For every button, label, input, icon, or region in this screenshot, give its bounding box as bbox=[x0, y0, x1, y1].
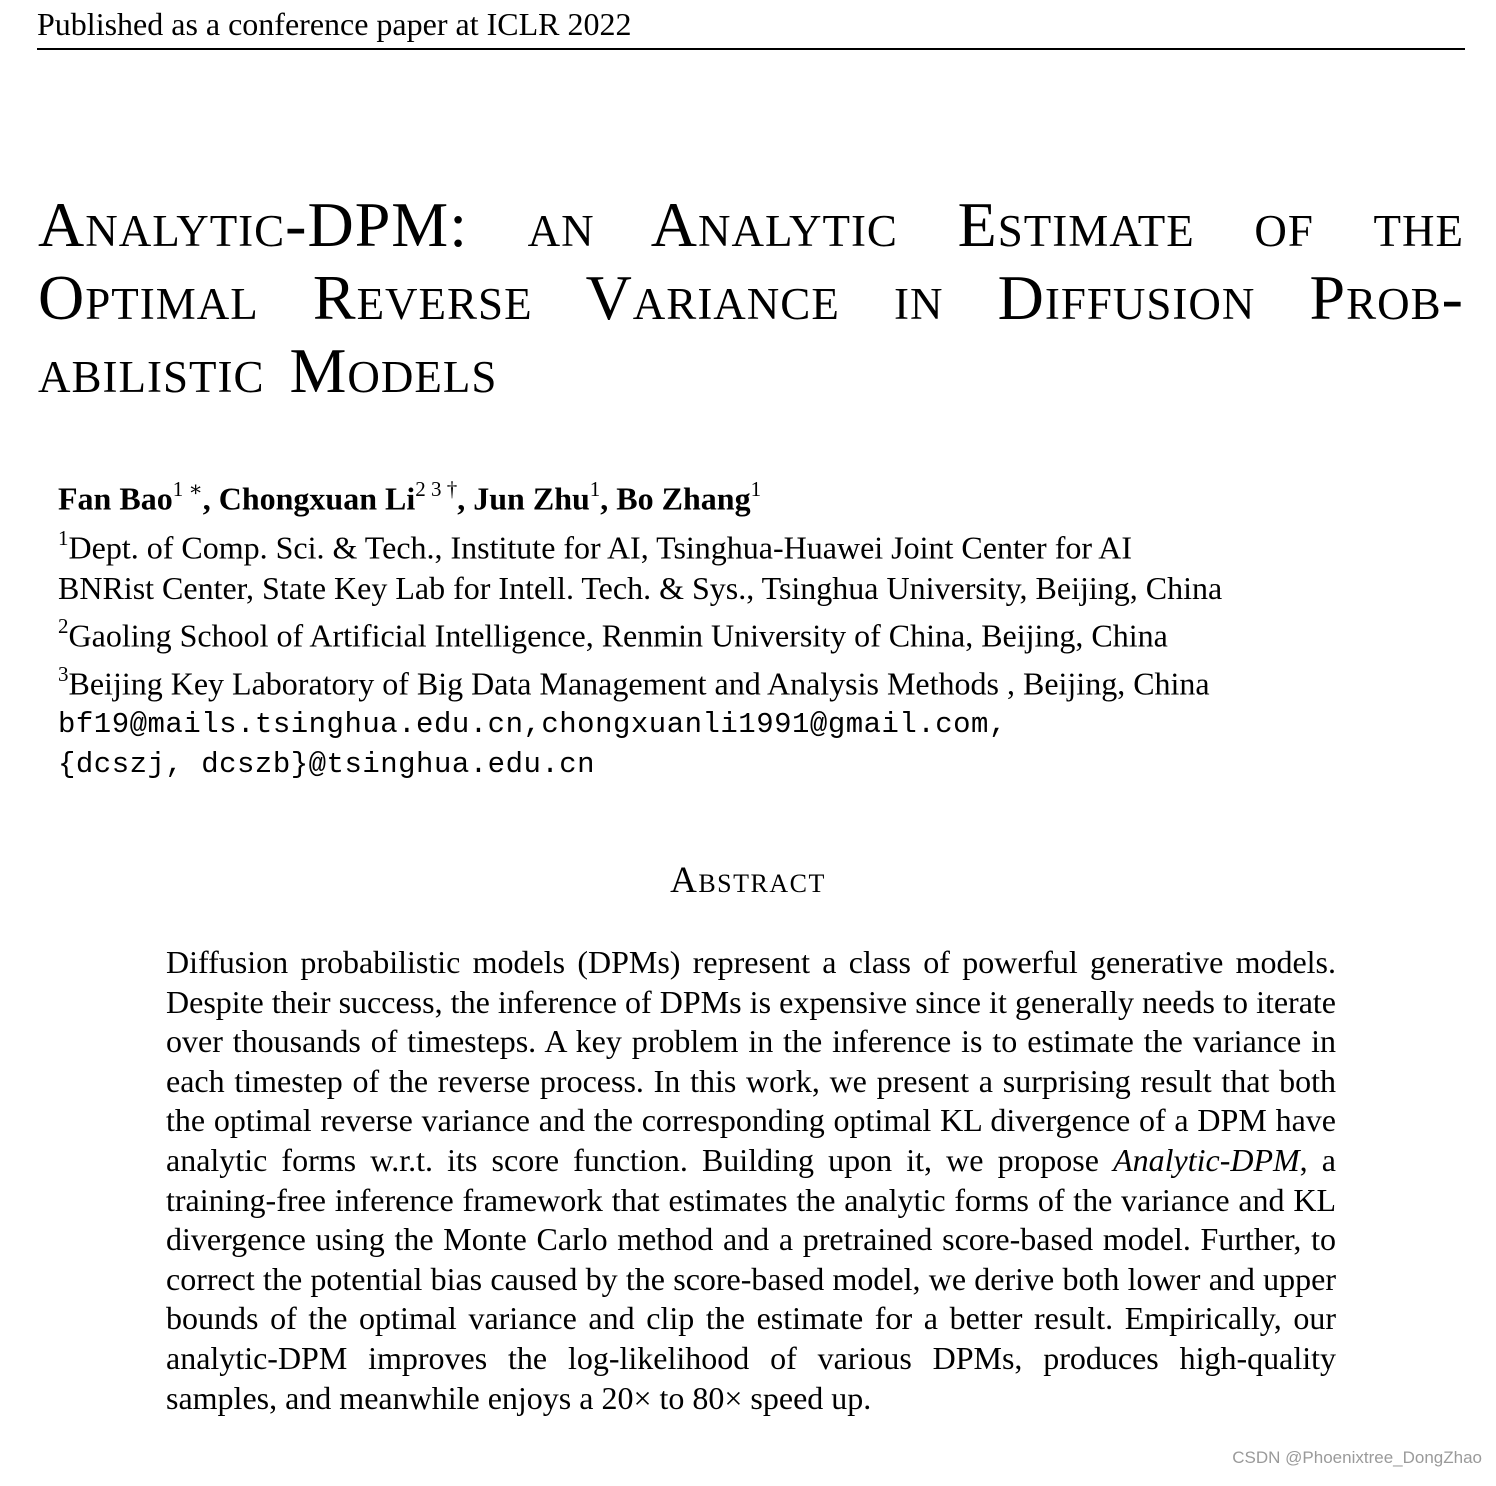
affiliation-superscript: 3 bbox=[58, 662, 69, 687]
email-line: {dcszj, dcszb}@tsinghua.edu.cn bbox=[58, 747, 596, 781]
author-superscript: 1 bbox=[750, 477, 762, 501]
running-header: Published as a conference paper at ICLR 2022 bbox=[37, 6, 632, 42]
abstract-method-name: Analytic-DPM bbox=[1113, 1141, 1300, 1178]
affiliation-line bbox=[58, 656, 1438, 704]
affiliation-text: Gaoling School of Artificial Intelligence, Renmin University of China, Beijing, China bbox=[68, 617, 1168, 654]
affiliation-text: BNRist Center, State Key Lab for Intell. Tech. & Sys., Tsinghua University, Beijing, China bbox=[58, 569, 1223, 606]
abstract-heading: Abstract bbox=[670, 860, 826, 901]
affiliation-text: Beijing Key Laboratory of Big Data Management and Analysis Methods , Beijing, China bbox=[68, 666, 1210, 703]
affiliation-superscript: 2 bbox=[58, 614, 69, 639]
affiliation-text: Dept. of Comp. Sci. & Tech., Institute for AI, Tsinghua-Huawei Joint Center for AI bbox=[68, 529, 1132, 566]
author-list: Fan Bao$^{1 ∗}$, Chongxuan $Li^{2 3 \dagger}$, Jun Zhu$^1$, Bo Zhang$^1$ bbox=[58, 477, 762, 517]
abstract-text-part-2: , a training-free inference framework that estimates the analytic forms of the variance and KL divergence using the Monte Carlo method and a pretrained score-based model. Further, to correct the potential bias caused by the score-based model, we derive both lower and upper bounds of the optimal variance and clip the estimate for a better result. Empirically, our analytic-DPM improves the log-likelihood of various DPMs, produces high-quality samples, and meanwhile enjoys a 20× to 80× speed up. bbox=[166, 1141, 1337, 1416]
author-name: Jun Zhu bbox=[473, 480, 590, 517]
affiliation-superscript: 1 bbox=[58, 525, 69, 550]
title-line-2: Optimal Reverse Variance in Diffusion Prob- bbox=[38, 262, 1464, 333]
title-line-3: abilistic Models bbox=[38, 335, 498, 406]
author-superscript: 1 bbox=[589, 477, 601, 501]
author-name: Chongxuan Li bbox=[218, 480, 416, 517]
affiliation-line bbox=[58, 568, 1438, 609]
author-superscript: 2 3 † bbox=[415, 477, 458, 501]
abstract-text-part-1: Diffusion probabilistic models (DPMs) represent a class of powerful generative models. Despite their success, the inference of DPMs is expensive since it generally needs to iterate over thousands of timesteps. A key problem in the inference is to estimate the variance in each timestep of the reverse process. In this work, we present a surprising result that both the optimal reverse variance and the corresponding optimal KL divergence of a DPM have analytic forms w.r.t. its score function. Building upon it, we propose bbox=[166, 944, 1336, 1178]
header-rule bbox=[37, 48, 1465, 50]
author-name: Bo Zhang bbox=[616, 480, 751, 517]
email-line: bf19@mails.tsinghua.edu.cn,chongxuanli1991@gmail.com, bbox=[58, 707, 1007, 741]
abstract-body bbox=[166, 943, 1336, 1418]
author-superscript: 1 ∗ bbox=[172, 477, 203, 501]
affiliation-line bbox=[58, 608, 1438, 656]
title-line-1: Analytic-DPM: an Analytic Estimate of the bbox=[38, 189, 1464, 260]
paper-title bbox=[38, 188, 1464, 407]
watermark: CSDN @Phoenixtree_DongZhao bbox=[1232, 1448, 1482, 1467]
author-name: Fan Bao bbox=[58, 480, 173, 517]
author-block bbox=[58, 470, 1438, 785]
affiliation-line bbox=[58, 520, 1438, 568]
